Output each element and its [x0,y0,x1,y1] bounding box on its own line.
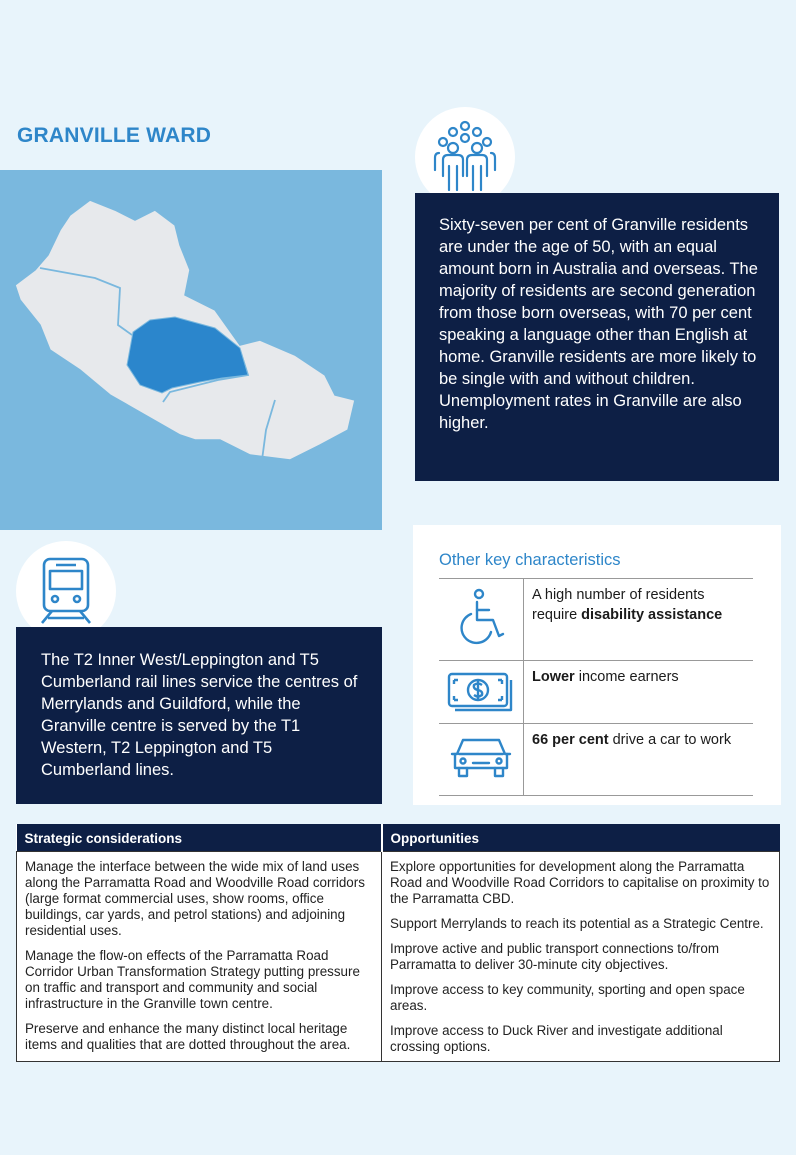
opportunity-item: Support Merrylands to reach its potential as a Strategic Centre. [390,916,764,931]
rail-text: The T2 Inner West/Leppington and T5 Cumberland rail lines service the centres of Merrylands and Guildford, while the Granville centre is served by the T1 Western, T2 Leppington and T5 Cumberland lines. [41,651,358,779]
opportunity-item: Improve access to Duck River and investigate additional crossing options. [390,1023,723,1054]
strategic-item: Preserve and enhance the many distinct local heritage items and qualities that are dotted throughout the area. [25,1021,351,1052]
opportunity-item: Improve access to key community, sporting and open space areas. [390,982,745,1013]
strategic-table-header [17,824,780,852]
header-strategic: Strategic considerations [17,824,382,852]
opportunity-item: Explore opportunities for development along the Parramatta Road and Woodville Road Corridors to capitalise on proximity to the Parramatta CBD. [390,859,770,906]
strategic-table-body [17,852,780,1062]
opportunity-item: Improve active and public transport connections to/from Parramatta to deliver 30-minute city objectives. [390,941,719,972]
strategic-column [17,852,382,1062]
key-text-car: 66 per cent drive a car to work [524,724,754,796]
strategic-item: Manage the flow-on effects of the Parramatta Road Corridor Urban Transformation Strategy putting pressure on traffic and transport and community and social infrastructure in the Granville town centre. [25,948,360,1011]
banknote-icon [446,668,516,712]
people-group-icon [426,118,504,196]
car-icon [449,732,513,782]
key-row-income [439,661,753,724]
key-row-car [439,724,753,796]
key-text-disability: A high number of residents require disability assistance [524,579,754,661]
key-characteristics-title: Other key characteristics [439,551,621,569]
intro-panel [415,193,779,481]
page-title: GRANVILLE WARD [17,124,212,147]
strategic-item: Manage the interface between the wide mix of land uses along the Parramatta Road and Woodville Road corridors (large format commercial uses, show rooms, office buildings, car yards, and petrol stations) and adjoining residential uses. [25,859,365,938]
opportunities-column [382,852,780,1062]
rail-panel [16,627,382,804]
intro-text: Sixty-seven per cent of Granville residents are under the age of 50, with an equal amount born in Australia and overseas. The majority of residents are second generation from those born overseas, with 70 per cent speaking a language other than English at home. Granville residents are more likely to be single with and without children. Unemployment rates in Granville are also higher. [439,216,758,432]
header-opportunities: Opportunities [382,824,780,852]
key-characteristics-panel [413,525,781,805]
train-icon [34,555,98,627]
key-text-income: Lower income earners [524,661,754,724]
people-icon-badge [415,107,515,207]
ward-map [0,170,382,530]
strategic-table [16,824,780,1062]
train-icon-badge [16,541,116,641]
wheelchair-icon [455,588,507,646]
key-characteristics-table [439,578,753,796]
key-row-disability [439,579,753,661]
